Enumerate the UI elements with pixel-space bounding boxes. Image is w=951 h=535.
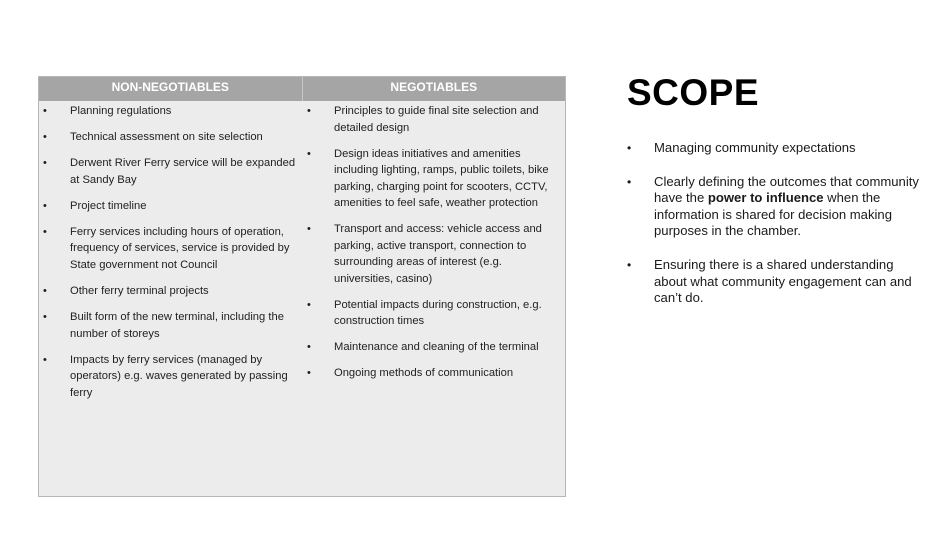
non-negotiables-list <box>39 103 297 401</box>
scope-bullet-text: when the information is shared for decision making purposes in the chamber. <box>654 190 892 239</box>
list-item: • Design ideas initiatives and amenities including lighting, ramps, public toilets, bike parking, charging point for scooters, CCTV, amenities to feel safe, weather protection <box>303 146 557 212</box>
scope-bullet-list <box>627 140 927 324</box>
negotiables-table <box>38 76 566 497</box>
scope-bullet: • Ensuring there is a shared understanding about what community engagement can and can’t do. <box>627 257 927 307</box>
list-item: • Built form of the new terminal, including the number of storeys <box>39 309 297 342</box>
non-negotiables-column <box>39 101 303 411</box>
list-item: • Ongoing methods of communication <box>303 365 557 382</box>
scope-bullet-emphasis: power to influence <box>707 190 824 206</box>
list-item: • Maintenance and cleaning of the terminal <box>303 339 557 356</box>
list-item: • Project timeline <box>39 198 297 215</box>
header-non-negotiables: NON-NEGOTIABLES <box>111 80 229 94</box>
list-item: • Principles to guide final site selection and detailed design <box>303 103 557 136</box>
table-header-row <box>39 77 565 101</box>
scope-bullet-text: Clearly defining the outcomes that community have the <box>654 173 919 206</box>
list-item: • Transport and access: vehicle access and parking, active transport, connection to surrounding areas of interest (e.g. universities, casino) <box>303 221 557 287</box>
table-body <box>39 101 565 411</box>
negotiables-column <box>303 101 565 411</box>
header-negotiables: NEGOTIABLES <box>302 77 566 101</box>
list-item: • Planning regulations <box>39 103 297 120</box>
scope-bullet: • Managing community expectations <box>627 140 927 157</box>
negotiables-list <box>303 103 557 382</box>
scope-bullet <box>627 174 927 240</box>
list-item: • Impacts by ferry services (managed by operators) e.g. waves generated by passing ferry <box>39 352 297 402</box>
list-item: • Other ferry terminal projects <box>39 283 297 300</box>
list-item: • Derwent River Ferry service will be expanded at Sandy Bay <box>39 155 297 188</box>
list-item: • Technical assessment on site selection <box>39 129 297 146</box>
list-item: • Ferry services including hours of operation, frequency of services, service is provided by State government not Council <box>39 224 297 274</box>
scope-title: SCOPE <box>627 72 760 113</box>
list-item: • Potential impacts during construction, e.g. construction times <box>303 297 557 330</box>
